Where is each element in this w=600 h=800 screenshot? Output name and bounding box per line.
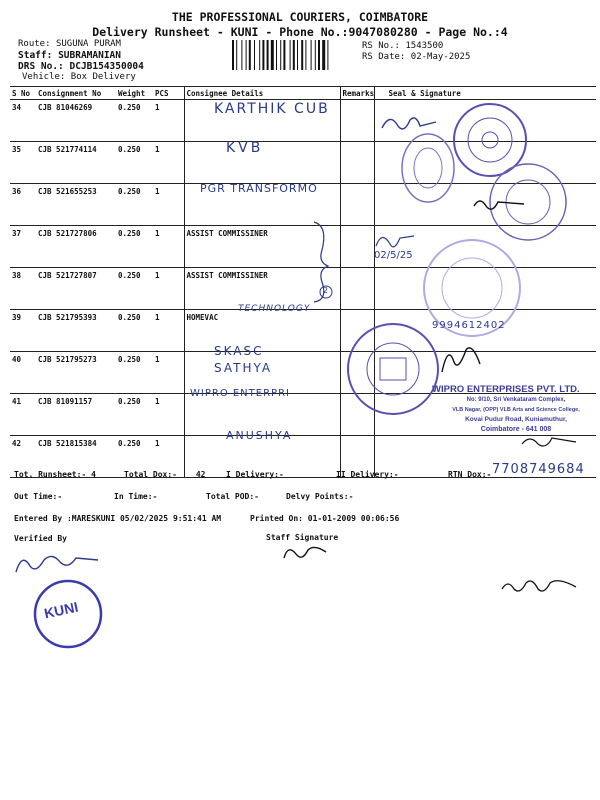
row-weight: 0.250 [116, 310, 153, 352]
row-pcs: 1 [153, 142, 184, 184]
route-label: Route: [18, 39, 51, 49]
row-sno: 42 [10, 436, 36, 478]
table-header-row [10, 87, 596, 100]
written-date: 02/5/25 [374, 250, 413, 261]
wipro-stamp-addr4: Coimbatore - 641 008 [480, 426, 552, 433]
written-phone: 9994612402 [432, 320, 506, 331]
row-pcs: 1 [153, 352, 184, 394]
rtn-dox: RTN Dox:- [448, 470, 492, 479]
row-weight: 0.250 [116, 352, 153, 394]
kuni-stamp-text: KUNI [42, 598, 80, 622]
drs-value: DCJB154350004 [69, 61, 144, 72]
handwritten-kvb: KVB [226, 140, 264, 156]
handwritten-anushya: ANUSHYA [226, 429, 293, 442]
row-sno: 41 [10, 394, 36, 436]
vehicle-value: Box Delivery [70, 72, 136, 82]
row-consignment: CJB 521795273 [36, 352, 116, 394]
i-delivery: I Delivery:- [226, 470, 284, 479]
tot-runsheet: Tot. Runsheet:- 4 [14, 470, 96, 479]
row-weight: 0.250 [116, 394, 153, 436]
total-dox-label: Total Dox:- [124, 470, 177, 479]
wipro-stamp-addr2: VLB Nagar, (OPP) VLB Arts and Science College, [452, 407, 580, 413]
consignee-text: ASSIST COMMISSINER [186, 271, 268, 280]
delvy-points: Delvy Points:- [286, 492, 354, 501]
staff-line [18, 50, 121, 61]
signature-icon [12, 548, 102, 578]
row-sno: 36 [10, 184, 36, 226]
consignee-text: ASSIST COMMISSINER [186, 229, 268, 238]
row-pcs: 1 [153, 100, 184, 142]
barcode [232, 40, 354, 72]
company-title: THE PROFESSIONAL COURIERS, COIMBATORE [171, 10, 429, 24]
runsheet-title: Delivery Runsheet - KUNI - Phone No.:9047080280 - Page No.:4 [92, 25, 508, 39]
signature-icon [380, 110, 440, 138]
row-remarks [340, 226, 374, 268]
signature-icon [500, 575, 580, 597]
col-consignee: Consignee Details [184, 87, 340, 100]
drs-label: DRS No.: [18, 61, 64, 72]
total-pod: Total POD:- [206, 492, 259, 501]
row-sno: 40 [10, 352, 36, 394]
handwritten-skasc: SKASC SATHYA [214, 344, 273, 375]
handwritten-pgr: PGR TRANSFORMO [200, 182, 318, 195]
rs-no-label: RS No.: [362, 41, 400, 51]
ii-delivery: II Delivery:- [336, 470, 399, 479]
vehicle-label: Vehicle: [22, 72, 66, 82]
handwritten-technology: TECHNOLOGY [238, 304, 311, 314]
signature-icon [436, 342, 486, 376]
out-time: Out Time:- [14, 492, 63, 501]
route-value: SUGUNA PURAM [55, 39, 121, 49]
row-weight: 0.250 [116, 226, 153, 268]
row-consignment: CJB 81091157 [36, 394, 116, 436]
college-stamp-icon [344, 320, 442, 418]
row-weight: 0.250 [116, 100, 153, 142]
row-consignment: CJB 521727807 [36, 268, 116, 310]
row-remarks [340, 184, 374, 226]
row-pcs: 1 [153, 184, 184, 226]
col-weight: Weight [116, 87, 153, 100]
row-consignment: CJB 521815384 [36, 436, 116, 478]
row-pcs: 1 [153, 226, 184, 268]
row-pcs: 1 [153, 310, 184, 352]
handwritten-wipro: WIPRO ENTERPRI [190, 388, 290, 399]
entered-by: Entered By :MARESKUNI 05/02/2025 9:51:41 AM [14, 514, 222, 523]
col-pcs: PCS [153, 87, 184, 100]
row-pcs: 1 [153, 268, 184, 310]
staff-value: SUBRAMANIAN [58, 50, 121, 61]
row-sno: 37 [10, 226, 36, 268]
row-sno: 39 [10, 310, 36, 352]
staff-label: Staff: [18, 50, 53, 61]
row-pcs: 1 [153, 394, 184, 436]
row-sno: 34 [10, 100, 36, 142]
verified-by: Verified By [14, 534, 67, 543]
wipro-stamp-addr1: No: 9/10, Sri Venkataram Complex, [466, 397, 566, 403]
in-time: In Time:- [114, 492, 158, 501]
row-remarks [340, 100, 374, 142]
row-weight: 0.250 [116, 436, 153, 478]
wipro-stamp-name: WIPRO ENTERPRISES PVT. LTD. [432, 384, 580, 395]
col-remarks: Remarks [340, 87, 374, 100]
col-sno: S No [10, 87, 36, 100]
wipro-stamp [432, 385, 600, 435]
signature-icon [470, 192, 530, 216]
col-consignment: Consignment No [36, 87, 116, 100]
printed-on: Printed On: 01-01-2009 00:06:56 [250, 514, 400, 523]
brace-mark [300, 220, 340, 305]
row-sno: 35 [10, 142, 36, 184]
staff-signature-label: Staff Signature [266, 533, 339, 542]
rs-no-line [362, 41, 443, 51]
row-consignment: CJB 521795393 [36, 310, 116, 352]
drs-line [18, 61, 144, 72]
col-seal: Seal & Signature [374, 87, 596, 100]
rs-no-value: 1543500 [405, 41, 444, 51]
wipro-stamp-addr3: Kovai Pudur Road, Kuniamuthur, [465, 416, 567, 423]
row-remarks [340, 142, 374, 184]
row-weight: 0.250 [116, 184, 153, 226]
total-dox [124, 470, 205, 479]
consignee-text: HOMEVAC [186, 313, 219, 322]
row-remarks [340, 268, 374, 310]
rs-date-line [362, 52, 470, 62]
row-sno: 38 [10, 268, 36, 310]
row-pcs: 1 [153, 436, 184, 478]
route-line [18, 39, 121, 49]
row-consignment: CJB 81046269 [36, 100, 116, 142]
signature-icon [280, 542, 330, 564]
total-dox-value: 42 [195, 470, 206, 479]
rs-date-value: 02-May-2025 [410, 52, 471, 62]
handwritten-karthik: KARTHIK CUB [214, 101, 330, 117]
row-consignment: CJB 521774114 [36, 142, 116, 184]
row-weight: 0.250 [116, 142, 153, 184]
vehicle-line [22, 72, 136, 82]
circled-count: 2 [323, 286, 329, 295]
rs-date-label: RS Date: [362, 52, 406, 62]
rtn-phone: 7708749684 [492, 462, 585, 477]
row-weight: 0.250 [116, 268, 153, 310]
row-consignment: CJB 521655253 [36, 184, 116, 226]
signature-icon [520, 432, 580, 450]
kvb-stamp-icon [398, 130, 458, 205]
row-consignment: CJB 521727806 [36, 226, 116, 268]
